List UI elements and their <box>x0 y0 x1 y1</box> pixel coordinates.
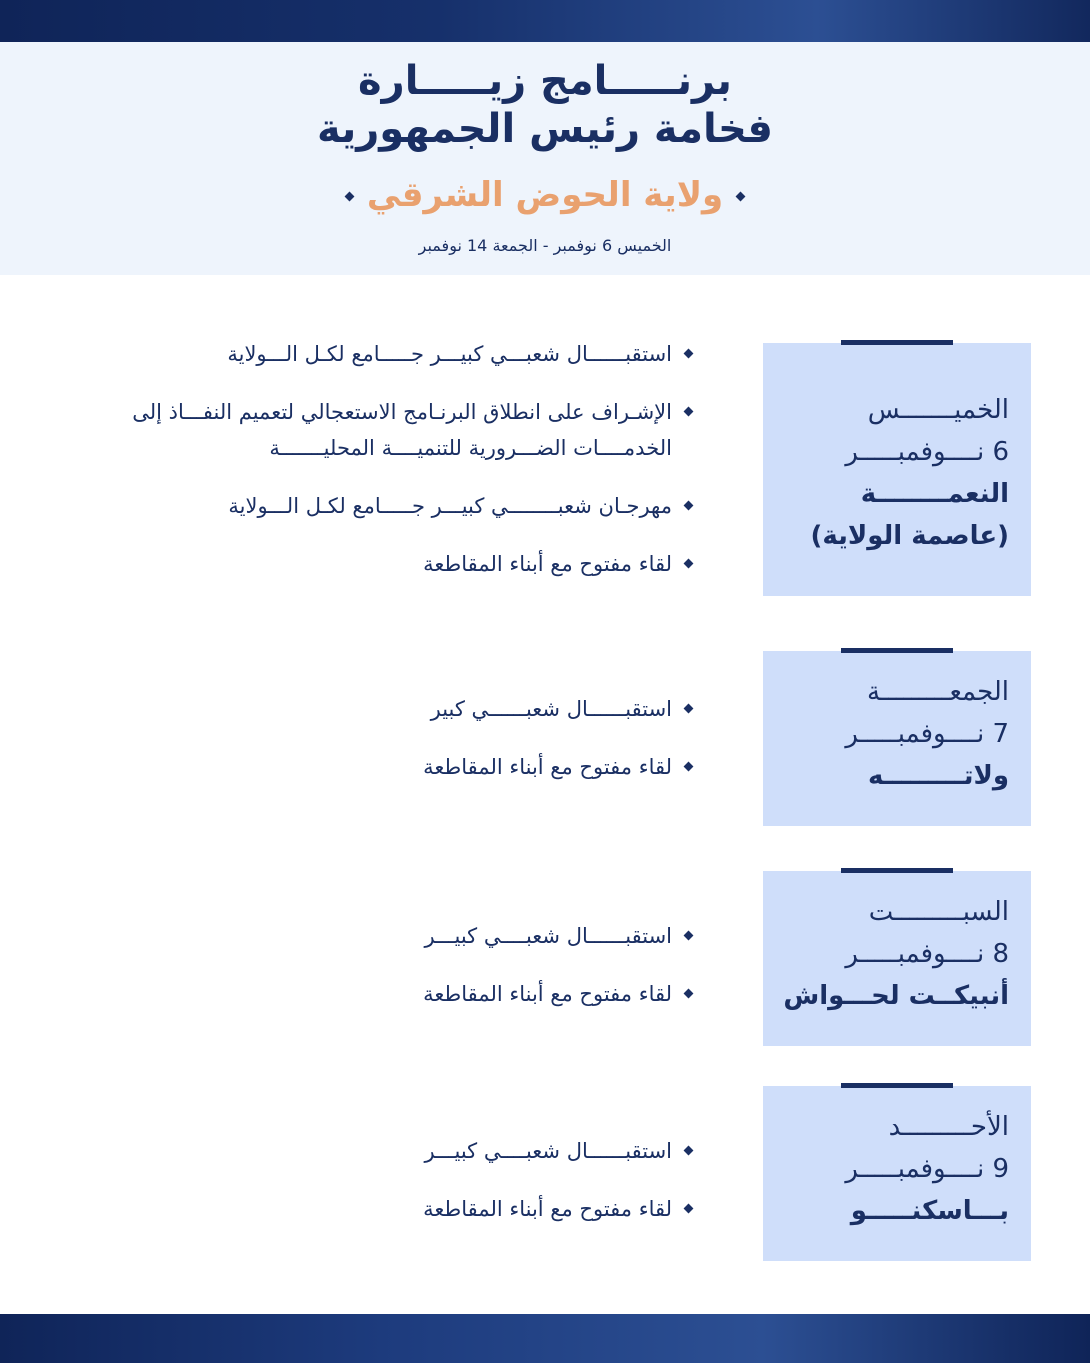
diamond-bullet-icon <box>684 1146 694 1156</box>
card-accent-bar <box>841 340 953 345</box>
activity-item: استقبــــــال شعبــــي كبيـــر <box>34 1133 694 1169</box>
day-name: الخميـــــــس <box>867 395 1009 425</box>
title-line-1: برنـــــامج زيـــــارة <box>358 58 732 104</box>
day-card-2 <box>763 651 1031 826</box>
diamond-bullet-icon <box>684 931 694 941</box>
diamond-bullet-icon <box>684 989 694 999</box>
card-accent-bar <box>841 868 953 873</box>
day-place: أنبيكــت لحـــواش <box>783 981 1009 1011</box>
day-place-note: (عاصمة الولاية) <box>810 521 1009 551</box>
diamond-bullet-icon <box>684 407 694 417</box>
diamond-bullet-icon <box>736 192 746 202</box>
diamond-bullet-icon <box>344 192 354 202</box>
activity-item: لقاء مفتوح مع أبناء المقاطعة <box>34 1191 694 1227</box>
diamond-bullet-icon <box>684 762 694 772</box>
day-date: 7 نــــوفمبـــــر <box>845 719 1009 749</box>
activity-item: مهرجـان شعبــــــــي كبيـــر جـــــامع لكـل الـــولاية <box>34 488 694 524</box>
day-place: بـــاسكنـــــو <box>850 1196 1009 1226</box>
activity-item: استقبــــــال شعبــــي كبيـــر <box>34 918 694 954</box>
day-date: 8 نــــوفمبـــــر <box>845 939 1009 969</box>
day-name: السبـــــــــت <box>868 897 1009 927</box>
day-card-1 <box>763 343 1031 596</box>
activity-item: لقاء مفتوح مع أبناء المقاطعة <box>34 546 694 582</box>
activity-item: لقاء مفتوح مع أبناء المقاطعة <box>34 976 694 1012</box>
activity-item: استقبــــــال شعبـــي كبيـــر جـــــامع لكـل الـــولاية <box>34 336 694 372</box>
region-name: ولاية الحوض الشرقي <box>366 175 724 215</box>
card-accent-bar <box>841 1083 953 1088</box>
header <box>0 42 1090 275</box>
day-card-3 <box>763 871 1031 1046</box>
day-name: الجمعـــــــــة <box>867 677 1009 707</box>
activity-item: لقاء مفتوح مع أبناء المقاطعة <box>34 749 694 785</box>
activities-day-3 <box>34 918 694 1034</box>
diamond-bullet-icon <box>684 559 694 569</box>
activity-item: الإشـراف على انطلاق البرنـامج الاستعجالي لتعميم النفـــاذ إلى الخدمــــات الضـــرورية للتنميــــة المحليـــــــة <box>34 394 694 466</box>
day-date: 6 نــــوفمبـــــر <box>845 437 1009 467</box>
day-date: 9 نــــوفمبـــــر <box>845 1154 1009 1184</box>
day-name: الأحـــــــــد <box>888 1112 1009 1142</box>
date-range: الخميس 6 نوفمبر - الجمعة 14 نوفمبر <box>418 236 672 255</box>
activity-item: استقبــــــال شعبــــــي كبير <box>34 691 694 727</box>
diamond-bullet-icon <box>684 704 694 714</box>
bottom-decorative-bar <box>0 1314 1090 1363</box>
activities-day-2 <box>34 691 694 807</box>
title-line-2: فخامة رئيس الجمهورية <box>317 106 773 152</box>
activities-day-1 <box>34 336 694 604</box>
day-place: النعمــــــــة <box>860 479 1009 509</box>
region-subtitle <box>0 172 1090 218</box>
diamond-bullet-icon <box>684 349 694 359</box>
top-decorative-bar <box>0 0 1090 42</box>
card-accent-bar <box>841 648 953 653</box>
activities-day-4 <box>34 1133 694 1249</box>
day-card-4 <box>763 1086 1031 1261</box>
diamond-bullet-icon <box>684 501 694 511</box>
day-place: ولاتـــــــــه <box>867 761 1009 791</box>
diamond-bullet-icon <box>684 1204 694 1214</box>
